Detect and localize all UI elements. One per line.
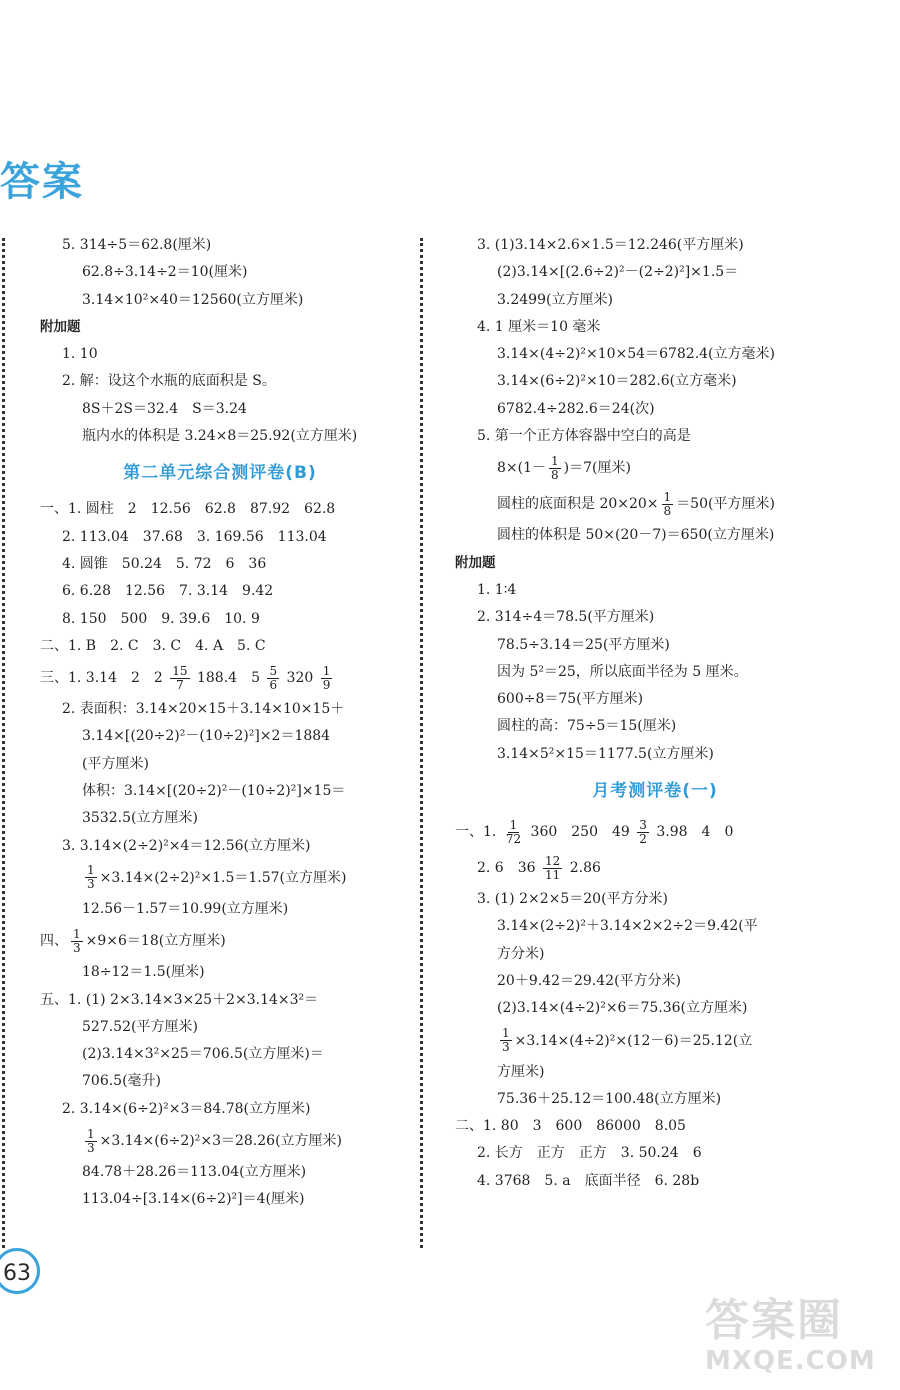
numerator: 1: [509, 817, 518, 832]
denominator: 8: [663, 503, 672, 518]
answer-line: 3. (1) 2×2×5＝20(平方分米): [477, 891, 669, 908]
answer-text: 188.4 5: [196, 670, 260, 687]
right-column: [455, 232, 855, 1195]
answer-line: 62.8÷3.14÷2＝10(厘米): [82, 264, 248, 281]
answer-line: 78.5÷3.14＝25(平方厘米): [497, 636, 670, 653]
fraction: [637, 819, 649, 846]
answer-text: ×3.14×(2÷2)²×1.5＝1.57(立方厘米): [99, 869, 347, 886]
answer-line: 方分米): [497, 945, 545, 962]
answer-line: 3.14×(4÷2)²×10×54＝6782.4(立方毫米): [497, 346, 775, 363]
answer-line: 3.14×[(20÷2)²－(10÷2)²]×2＝1884: [82, 728, 331, 745]
numerator: 1: [87, 863, 95, 878]
answer-line-fractions: [40, 923, 400, 959]
numerator: 1: [551, 453, 559, 468]
answer-line: 6. 6.28 12.56 7. 3.14 9.42: [62, 583, 274, 600]
fraction: [549, 455, 561, 482]
answer-line: 706.5(毫升): [82, 1073, 162, 1090]
denominator: 6: [269, 677, 278, 692]
answer-line: 12.56－1.57＝10.99(立方厘米): [82, 900, 289, 917]
answer-line: 600÷8＝75(平方厘米): [497, 691, 644, 708]
answer-line: 6782.4÷282.6＝24(次): [497, 400, 655, 417]
center-dotted-divider: [420, 238, 423, 1248]
answer-text: ×3.14×(4÷2)²×(12－6)＝25.12(立: [514, 1032, 753, 1049]
answer-line: 3.14×5²×15＝1177.5(立方厘米): [497, 745, 714, 762]
section-heading-unit2-b: 第二单元综合测评卷(B): [123, 463, 317, 484]
answer-line: 527.52(平方厘米): [82, 1018, 198, 1035]
denominator: 11: [544, 867, 561, 882]
answer-text: 一、1.: [455, 824, 497, 841]
answer-line: 3. (1)3.14×2.6×1.5＝12.246(平方厘米): [477, 237, 744, 253]
numerator: 5: [269, 663, 278, 678]
answer-line: 8. 150 500 9. 39.6 10. 9: [62, 610, 260, 627]
fraction: [321, 665, 333, 692]
answer-line: (2)3.14×[(2.6÷2)²－(2÷2)²]×1.5＝: [497, 264, 739, 281]
answer-text: 8×(1－: [497, 460, 547, 477]
denominator: 72: [505, 831, 522, 846]
answer-line: 二、1. B 2. C 3. C 4. A 5. C: [40, 637, 266, 654]
fraction: [662, 491, 674, 518]
answer-line: 2. 113.04 37.68 3. 169.56 113.04: [62, 528, 327, 545]
answer-line: 圆柱的高：75÷5＝15(厘米): [497, 718, 677, 735]
answer-text: ×3.14×(6÷2)²×3＝28.26(立方厘米): [99, 1133, 342, 1150]
section-heading-monthly-test: 月考测评卷(一): [592, 781, 718, 802]
answer-line: (2)3.14×3²×25＝706.5(立方厘米)＝: [82, 1046, 324, 1063]
numerator: 1: [87, 1126, 95, 1141]
answer-line: 2. 长方 正方 正方 3. 50.24 6: [477, 1145, 702, 1162]
numerator: 1: [663, 489, 672, 504]
fraction: [85, 1128, 97, 1155]
denominator: 2: [639, 831, 647, 846]
answer-line: 75.36＋25.12＝100.48(立方厘米): [497, 1090, 722, 1107]
numerator: 1: [322, 663, 331, 678]
answer-text: 三、1. 3.14 2 2: [40, 670, 163, 687]
answer-line: 2. 解：设这个水瓶的底面积是 S。: [62, 373, 276, 390]
answer-line: 3.14×(6÷2)²×10＝282.6(立方毫米): [497, 373, 737, 390]
answer-line: 5. 314÷5＝62.8(厘米): [62, 237, 212, 253]
answer-line: 3532.5(立方厘米): [82, 810, 198, 827]
answer-text: ＝50(平方厘米): [676, 496, 775, 513]
answer-line: 84.78＋28.26＝113.04(立方厘米): [82, 1164, 307, 1181]
watermark-logo: [705, 1296, 895, 1386]
answer-line: 4. 1 厘米＝10 毫米: [477, 318, 601, 335]
answer-line-fractions: [455, 486, 855, 522]
denominator: 3: [87, 1140, 95, 1155]
answer-line: (平方厘米): [82, 755, 149, 772]
numerator: 15: [172, 663, 188, 678]
fraction: [500, 1027, 512, 1054]
numerator: 12: [544, 853, 561, 868]
answer-line: (2)3.14×(4÷2)²×6＝75.36(立方厘米): [497, 1000, 748, 1017]
answer-text: 四、: [40, 933, 68, 950]
answer-line: 5. 第一个正方体容器中空白的高是: [477, 428, 691, 445]
answer-line: 一、1. 圆柱 2 12.56 62.8 87.92 62.8: [40, 501, 336, 518]
answer-line: 8S＋2S＝32.4 S＝3.24: [82, 400, 247, 417]
fraction: [71, 928, 83, 955]
denominator: 7: [176, 677, 184, 692]
section-label-bonus: 附加题: [455, 554, 496, 571]
header-title: 答案: [0, 159, 84, 205]
answer-line: 方厘米): [497, 1063, 545, 1080]
numerator: 3: [639, 817, 647, 832]
answer-text: )＝7(厘米): [563, 460, 631, 477]
answer-line: 20＋9.42＝29.42(平方分米): [497, 972, 681, 989]
numerator: 1: [502, 1026, 510, 1041]
answer-line-fractions: [40, 660, 400, 696]
answer-line: 1. 10: [62, 346, 98, 363]
denominator: 3: [502, 1040, 510, 1055]
answer-line-fractions: [455, 850, 855, 886]
answer-line-fractions: [455, 814, 855, 850]
answer-line: 2. 314÷4＝78.5(平方厘米): [477, 609, 655, 626]
answer-line: 3. 3.14×(2÷2)²×4＝12.56(立方厘米): [62, 837, 311, 854]
answer-line: 瓶内水的体积是 3.24×8＝25.92(立方厘米): [82, 428, 358, 445]
answer-line-fractions: [455, 450, 855, 486]
answer-line: 3.2499(立方厘米): [497, 291, 613, 308]
answer-line: 113.04÷[3.14×(6÷2)²]＝4(厘米): [82, 1191, 305, 1208]
watermark-text: 答案圈: [705, 1295, 843, 1346]
answer-line: 圆柱的体积是 50×(20－7)＝650(立方厘米): [497, 527, 775, 544]
page-number-badge: 63: [0, 1248, 40, 1294]
answer-text: 3.98 4 0: [656, 824, 734, 841]
answer-line-fractions: [455, 1023, 855, 1059]
fraction: [85, 864, 97, 891]
answer-line: 1. 1∶4: [477, 581, 517, 598]
left-column: [40, 232, 400, 1214]
left-dotted-margin: [2, 238, 5, 1248]
fraction: [504, 819, 523, 846]
answer-line: 2. 3.14×(6÷2)²×3＝84.78(立方厘米): [62, 1100, 311, 1117]
denominator: 3: [73, 940, 81, 955]
answer-line: 二、1. 80 3 600 86000 8.05: [455, 1118, 686, 1135]
answer-line-fractions: [40, 860, 400, 896]
numerator: 1: [73, 926, 81, 941]
fraction: [170, 665, 189, 692]
answer-line: 4. 3768 5. a 底面半径 6. 28b: [477, 1172, 700, 1189]
answer-line: 3.14×(2÷2)²＋3.14×2×2÷2＝9.42(平: [497, 918, 758, 935]
answer-text: 圆柱的底面积是 20×20×: [497, 496, 659, 513]
answer-text: 2.86: [569, 860, 601, 877]
fraction: [267, 665, 279, 692]
answer-line: 4. 圆锥 50.24 5. 72 6 36: [62, 555, 267, 572]
denominator: 8: [551, 467, 559, 482]
answer-text: 360 250 49: [530, 824, 630, 841]
fraction: [543, 855, 562, 882]
answer-line: 体积：3.14×[(20÷2)²－(10÷2)²]×15＝: [82, 783, 346, 800]
answer-line: 五、1. (1) 2×3.14×3×25＋2×3.14×3²＝: [40, 991, 319, 1008]
answer-line: 因为 5²＝25，所以底面半径为 5 厘米。: [497, 663, 748, 680]
answer-text: 2. 6 36: [477, 860, 536, 877]
section-label-bonus: 附加题: [40, 318, 81, 335]
answer-line: 2. 表面积：3.14×20×15＋3.14×10×15＋: [62, 701, 345, 718]
answer-line: 18÷12＝1.5(厘米): [82, 964, 205, 981]
denominator: 3: [87, 877, 95, 892]
watermark-url: MXQE.COM: [705, 1346, 876, 1376]
answer-text: ×9×6＝18(立方厘米): [85, 933, 226, 950]
answer-line-fractions: [40, 1123, 400, 1159]
answer-line: 3.14×10²×40＝12560(立方厘米): [82, 291, 304, 308]
denominator: 9: [322, 677, 331, 692]
answer-text: 320: [286, 670, 314, 687]
